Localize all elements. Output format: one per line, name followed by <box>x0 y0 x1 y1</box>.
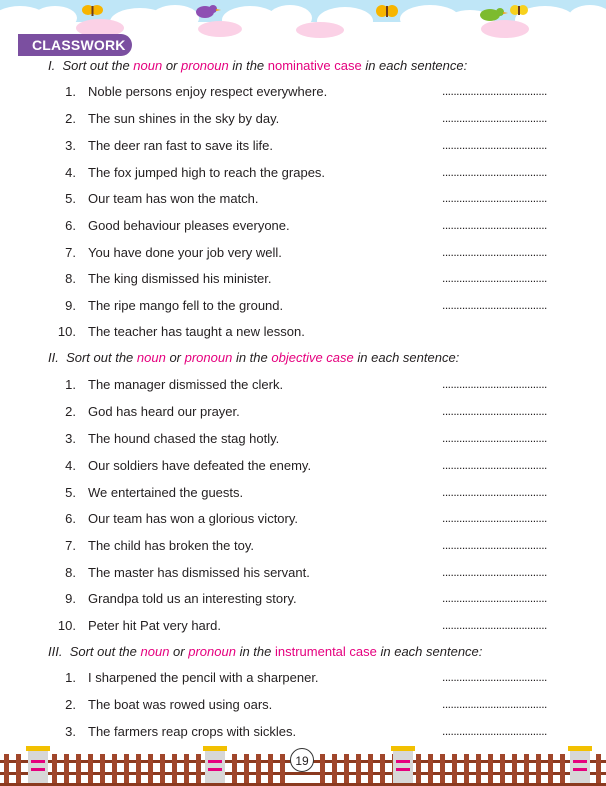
answer-blank[interactable]: ..................................... <box>442 485 547 499</box>
answer-blank[interactable]: ..................................... <box>442 111 547 125</box>
answer-blank[interactable]: ..................................... <box>442 565 547 579</box>
answer-blank[interactable]: ..................................... <box>442 618 547 632</box>
answer-blank[interactable]: ..................................... <box>442 138 547 152</box>
list-item: 6. Good behaviour pleases everyone. ..................................... <box>65 218 547 233</box>
list-item: 1. The manager dismissed the clerk. ..................................... <box>65 377 547 392</box>
list-item: 2. The boat was rowed using oars. ..................................... <box>65 697 547 712</box>
answer-blank[interactable]: ..................................... <box>442 404 547 418</box>
answer-blank[interactable]: ..................................... <box>442 377 547 391</box>
list-item: 10. The teacher has taught a new lesson. <box>57 324 305 339</box>
answer-blank[interactable]: ..................................... <box>442 670 547 684</box>
answer-blank[interactable]: ..................................... <box>442 191 547 205</box>
answer-blank[interactable]: ..................................... <box>442 298 547 312</box>
answer-blank[interactable]: ..................................... <box>442 84 547 98</box>
butterfly-icon <box>376 5 398 17</box>
answer-blank[interactable]: ..................................... <box>442 165 547 179</box>
list-item: 9. The ripe mango fell to the ground. ..................................... <box>65 298 547 313</box>
answer-blank[interactable]: ..................................... <box>442 218 547 232</box>
section-3-instruction: III. Sort out the noun or pronoun in the instrumental case in each sentence: <box>48 644 483 659</box>
list-item: 3. The deer ran fast to save its life. ..................................... <box>65 138 547 153</box>
list-item: 1. I sharpened the pencil with a sharpener. ..................................... <box>65 670 547 685</box>
answer-blank[interactable]: ..................................... <box>442 458 547 472</box>
section-1-instruction: I. Sort out the noun or pronoun in the nominative case in each sentence: <box>48 58 468 73</box>
answer-blank[interactable]: ..................................... <box>442 538 547 552</box>
butterfly-icon <box>510 5 528 15</box>
answer-blank[interactable]: ..................................... <box>442 697 547 711</box>
list-item: 8. The king dismissed his minister. ..................................... <box>65 271 547 286</box>
list-item: 3. The hound chased the stag hotly. ..................................... <box>65 431 547 446</box>
answer-blank[interactable]: ..................................... <box>442 431 547 445</box>
list-item: 10. Peter hit Pat very hard. ..................................... <box>57 618 547 633</box>
list-item: 7. You have done your job very well. ..................................... <box>65 245 547 260</box>
list-item: 6. Our team has won a glorious victory. ..................................... <box>65 511 547 526</box>
list-item: 5. We entertained the guests. ..................................... <box>65 485 547 500</box>
answer-blank[interactable]: ..................................... <box>442 271 547 285</box>
list-item: 2. God has heard our prayer. ..................................... <box>65 404 547 419</box>
list-item: 2. The sun shines in the sky by day. ..................................... <box>65 111 547 126</box>
classwork-badge: CLASSWORK <box>18 34 132 56</box>
answer-blank[interactable]: ..................................... <box>442 724 547 738</box>
butterfly-icon <box>82 5 103 16</box>
answer-blank[interactable]: ..................................... <box>442 245 547 259</box>
list-item: 1. Noble persons enjoy respect everywhere. ..................................... <box>65 84 547 99</box>
answer-blank[interactable]: ..................................... <box>442 591 547 605</box>
answer-blank[interactable]: ..................................... <box>442 511 547 525</box>
list-item: 9. Grandpa told us an interesting story. ..................................... <box>65 591 547 606</box>
list-item: 4. Our soldiers have defeated the enemy. ..................................... <box>65 458 547 473</box>
page-number: 19 <box>290 748 314 772</box>
list-item: 5. Our team has won the match. ..................................... <box>65 191 547 206</box>
section-2-instruction: II. Sort out the noun or pronoun in the objective case in each sentence: <box>48 350 460 365</box>
list-item: 8. The master has dismissed his servant. ..................................... <box>65 565 547 580</box>
list-item: 4. The fox jumped high to reach the grapes. ..................................... <box>65 165 547 180</box>
list-item: 7. The child has broken the toy. ..................................... <box>65 538 547 553</box>
list-item: 3. The farmers reap crops with sickles. ..................................... <box>65 724 547 739</box>
